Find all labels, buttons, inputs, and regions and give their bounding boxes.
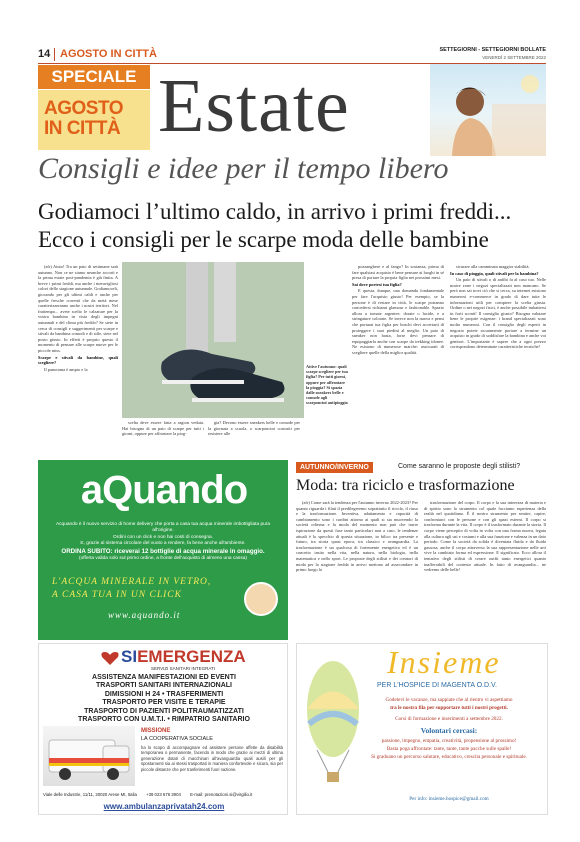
mission-subtitle: LA COOPERATIVA SOCIALE (141, 736, 213, 742)
brand-prefix: SI (121, 647, 138, 666)
aquando-logo: aQuando (80, 468, 248, 512)
emergenza-heart-icon (101, 650, 119, 664)
emergenza-website[interactable]: www.ambulanzaprivatah24.com (103, 802, 225, 811)
col4-subhead: Sai dove portesi tua figlia? (352, 281, 402, 287)
col5-text: sicurare alla camminata maggior stabilità. (456, 264, 530, 269)
col5-subhead: In caso di pioggia, quali stivali per la bambina? (450, 270, 539, 276)
slogan-line1: L'ACQUA MINERALE IN VETRO, (52, 577, 212, 587)
col4-text: pozzanghere e al fango? In sostanza, prima di fare qualsiasi acquisto è bene pensare ai luoghi in sé presa di portare la propria figlia nei prossimi mesi. (352, 264, 444, 281)
autunno-tag-text: AUTUNNO/INVERNO (300, 464, 369, 471)
aquando-body (48, 522, 278, 562)
insieme-contact[interactable]: Per info: insieme.hospice@gmail.com (409, 796, 489, 802)
main-col-3-bottom (208, 420, 300, 458)
autunno-col-2 (424, 500, 546, 642)
estate-title: Estate (158, 64, 350, 148)
issue-date: VENERDÌ 2 SETTEMBRE 2022 (482, 55, 546, 60)
aquando-offer: ORDINA SUBITO: riceverai 12 bottiglie di acqua minerale in omaggio. (61, 547, 265, 555)
autunno-col-1 (296, 500, 418, 642)
skills1: passione, impegno, empatia, creatività, propensione al prossimo! (381, 738, 517, 744)
email[interactable]: E-mail: prenotazioni.si@virgilio.it (190, 792, 253, 797)
aquando-line1: Acquando è il nuovo servizio di home delivery che porta a casa tua acqua minerale imbottigliata pura all'origine. (55, 522, 271, 534)
aquando-line2: Ordini con un click e non hai costi di consegna. (113, 534, 213, 540)
banner-subtitle: Consigli e idee per il tempo libero (38, 152, 449, 185)
emergenza-services (39, 674, 288, 724)
main-col-1 (38, 264, 118, 458)
aquando-website[interactable]: www.aquando.it (108, 610, 181, 620)
service-item: TRASPORTO CON U.M.T.I. • RIMPATRIO SANITARIO (78, 716, 250, 724)
skills3: Si graduano un percorso salutare, educativo, crescita personale e spirituale. (371, 754, 527, 760)
skills2: Basta poga affrontate: tante, tante, tante pacche sulle spalle! (386, 746, 512, 752)
insieme-body (353, 696, 545, 761)
aquando-offer-note: (offerta valida solo sul primo ordine, a fronte dell'acquisto di almeno una cassa) (78, 555, 247, 561)
volunteers-title: Volontari cercasi: (420, 726, 478, 735)
emergenza-brand (121, 647, 246, 667)
autunno-headline: Moda: tra riciclo e trasformazione (296, 477, 515, 494)
insieme-text2: tra le nostra fila per supportare tutti i nostri progetti. (390, 705, 508, 711)
col1-end: Il panorama è ampio e la (44, 366, 88, 372)
insieme-text3: Corsi di formazione e inserimenti a settembre 2022. (395, 716, 503, 722)
main-col-4 (352, 264, 444, 458)
service-item: TRASPORTI SANITARI INTERNAZIONALI (96, 682, 232, 690)
phone[interactable]: +39 023 676 3904 (146, 792, 181, 797)
headline-line1: Godiamoci l’ultimo caldo, in arrivo i primi freddi... (38, 199, 512, 224)
service-item: TRASPORTO PER VISITE E TERAPIE (102, 699, 226, 707)
emergenza-footer (43, 792, 287, 797)
insieme-subtitle: PER L'HOSPICE DI MAGENTA O.D.V. (377, 682, 497, 689)
col3-text: gia? Devono essere sneakers belle e comode per la giornata a scuola, o scarponcini costruiti per resistere alle (208, 420, 300, 437)
service-item: DIMISSIONI H 24 • TRASFERIMENTI (104, 690, 224, 698)
shoes-photo (122, 262, 304, 418)
page-number: 14 (38, 48, 51, 60)
mission-title: MISSIONE (141, 728, 171, 734)
speciale-label (38, 65, 150, 89)
emergenza-tagline: SERVIZI SANITARI INTEGRATI (151, 666, 216, 671)
autunno-tag (296, 462, 373, 473)
slogan-line2: A CASA TUA IN UN CLICK (52, 590, 182, 600)
speciale-text: SPECIALE (51, 67, 137, 86)
ambulance-image (43, 726, 135, 786)
aquando-slogan (52, 576, 242, 602)
section-title: AGOSTO IN CITTÀ (60, 48, 157, 60)
headline-line2: Ecco i consigli per le scarpe moda delle bambine (38, 227, 489, 252)
autunno-kicker: Come saranno le proposte degli stilisti? (398, 463, 521, 470)
newspaper-name: SETTEGIORNI - SETTEGIORNI BOLLATE (439, 47, 546, 53)
col4-body: E questa, dunque, una domanda fondamentale per fare l'acquisto giusto! Per esempio, se la persone è di restare in città, le scarpe potranno concedersi richiami glamour e fashionable. Spazio allora a tomaie argentee, dorate o lucide, e a stringature colorate. Se invece non la nuova e pensi che portarai tua figlia per boschi devi accertarti di proteggere i suoi piedini al meglio. Un paio di sneaker non basta, forse devi pensare di equipaggiarla anche con scarpe da trekking idonee. Ne esistono di numerose marche: assicurati di scegliere quelle della miglior qualità. (352, 288, 444, 355)
photo-caption: Attive l'autunno: quali scarpe scegliere per tua figlia? Per tutti giorni, oppure per affrontare la pioggia? Si spazia dalle sneakers belle e comode agli scarponcini antipioggia (306, 364, 348, 406)
autunno-col2-text: trasformazione del corpo. Il corpo e la sua interezza di materia e di spirito sono lo strumento col quale facciamo esperienza della realtà nel quotidiano. È il nostro strumento per sentire, capire, confrontarci con le persone e con gli spazi esterni. Il corpo si trasforma durante la vita. Il corpo è il trasformato durante la storia. Il corpo viene percepito di volta in volta con una forma nuova, legata alla cultura agli usi e costumi e alla sua funzione e valenza in un dato periodo. Come la società da solida è diventata fluida e da fluida gassosa, anche il corpo attraverso la sua rappresentazione nelle arti vive la cambiato forma ed espressione. E significato. Ecco allora il tentativo degli stilisti di creare outfit tanto energetici quanto inafferrabili del contesto attuale. In fatto di avanguardia... ne vedremo delle belle! (424, 500, 546, 573)
main-col-5 (450, 264, 546, 458)
header-divider (54, 48, 55, 61)
col5-body: Un paio di stivali o di anfibi fa al caso tuo. Nelle nostre zone i negozi specializzati non mancano. Se però non sai trovi ciò che si cerca, su internet esistono numerosi e-commerce in grado di dare tutte le informazioni utili per compiere la scelta giusta. Ordine o nei negozi fisici, è anche possibile imbattersi in forti sconti! Il consiglio giusto? Bisogna valutare bene le proprie esigenze: i brand specializzati sono molto numerosi. Con il consiglio degli esperti in negozio potete sicuramente portare a termine un acquisto in grado di soddisfare la bambina e anche voi genitori. L'importante è sapere che a ogni prezzo corrispondono determinate caratteristiche tecniche! (450, 277, 546, 350)
service-item: TRASPORTO DI PAZIENTI POLITRAUMATIZZATI (84, 707, 244, 715)
emergenza-ad[interactable] (38, 643, 288, 815)
aquando-avatar (244, 582, 278, 616)
agosto-line1: AGOSTO (44, 98, 123, 119)
address: Viale delle Industrie, 11/11, 20020 Arese MI, Italia (43, 792, 137, 797)
agosto-line2: IN CITTÀ (44, 118, 121, 139)
main-col-2-bottom (122, 420, 204, 458)
col2-text: scelta deve essere fatta a ragion veduta. Hai bisogno di un paio di scarpe per tutti i giorni, oppure per affrontare la piog- (122, 420, 204, 437)
insieme-ad[interactable] (296, 643, 548, 815)
banner-photo (430, 64, 546, 156)
brand-name: EMERGENZA (137, 647, 246, 666)
col1-text: (afr) Aiuto! Tra un paio di settimane sarà autunno. Non ce ne siamo neanche accorti e la prima estate post-pandemia è già finita. A breve i primi freddi, ma anche i meravigliosi colori dello stagione autunnale. Godiamoceli, giocando per gli ultimi caldi e anche per quelle fresche correnti che da metà mese caratterizzeranno anche i nostri territori. Nel frattempo... avete scelto le calzature per la vostra bambina in vista degli impegni autunnali e del clima più freddo? Se siete in cerca di consigli e suggerimenti per scarpe e stivali da bambina comodi e di stile, siete nel posto giusto. In effetti è proprio questo il momento di pensare alle scarpe nuove per le piccole miss. (38, 264, 118, 353)
aquando-ad[interactable] (38, 460, 288, 640)
aquando-line3: E, grazie al sistema circolare del vuoto a rendere, fa bene anche all'ambiente. (80, 541, 246, 547)
main-headline (38, 198, 548, 254)
insieme-title: Insieme (387, 644, 501, 680)
autunno-col1-text: (afr) Come sarà la tendenza per l'autunno inverno 2022-2023? Per quanto riguarda i filati il predilegeremo soprattutto il riciclo, il riuso e la trasformazione. Inventiva, adattamento e capacità di cambiamento sono i cardini attorno ai quali si sta muovendo la società odierna e la moda del momento non può che trarre ispirazione da questi fuse tanto particolari non a caso, le tendenze attuali è lo specchio di questa situazione, in bilico tra presente e futuro, tra storia quasi epoca, tra classico e avanguardia. La trasformazione è un qualcosa di fortemente energetico ed è un concetto insito nella vita, nella natura, nella biologia, nella matematica e nello sport. Le proposte degli stilisti e dei creatori di moda per la stagione fredda in arrivo mettono ad assecondare in primo luogo la (296, 500, 418, 573)
col1-subhead: Scarpe e stivali da bambine, quali scegliere? (38, 354, 118, 366)
service-item: ASSISTENZA MANIFESTAZIONI ED EVENTI (92, 674, 236, 681)
mission-text: ha lo scopo di accompagnare ed assistere persone affette da disabilità temporanea o permanente, facendo in modo che grazie ai mezzi di ultima generazione dotati di macchinari all'avanguardia quali ausili per gli spostamenti sia ai stessi trasportati in maniera confortevole e sicura, sia per piccole distanze che per trasferimenti fuori nazione. (141, 745, 283, 772)
insieme-text1: Godetevi le vacanze, ma sappiate che al rientro vi aspettiamo (385, 697, 513, 703)
agosto-label (38, 90, 150, 150)
